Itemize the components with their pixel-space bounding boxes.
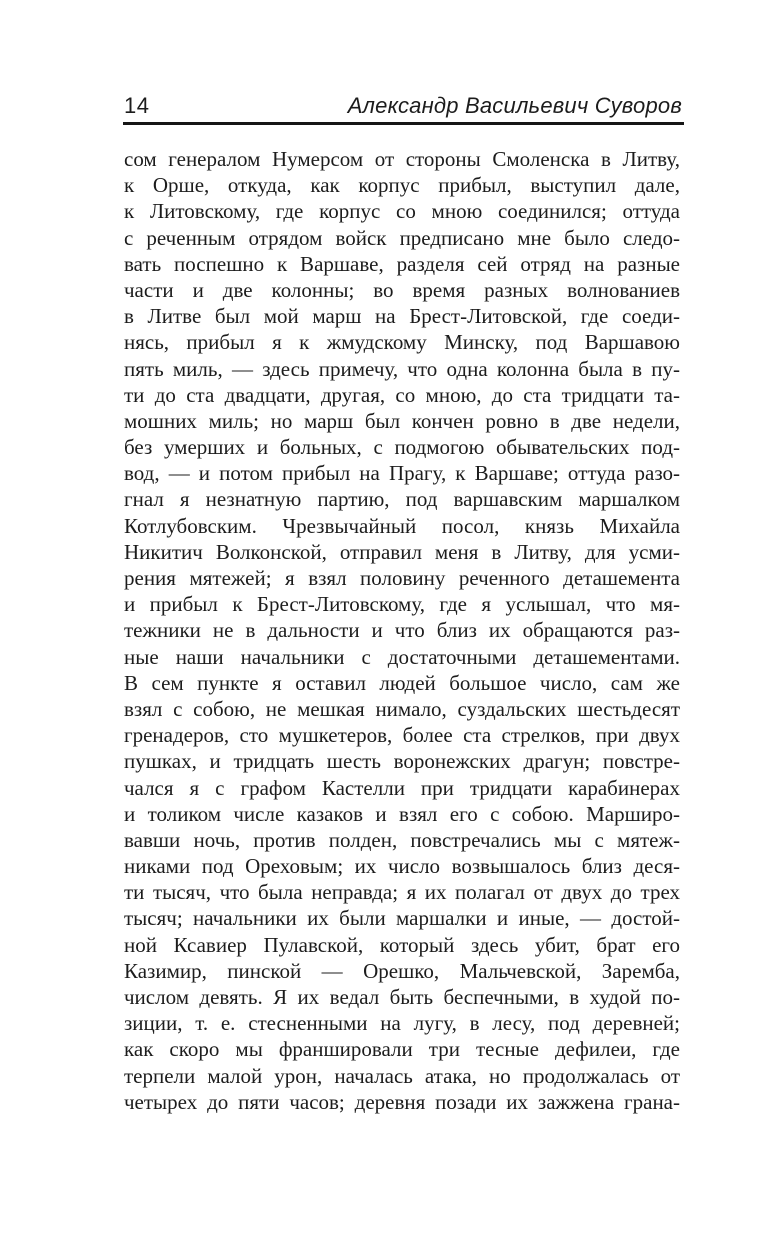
text-line: в Литве был мой марш на Брест-Литовской, где соеди-	[124, 304, 680, 329]
text-line: вод, — и потом прибыл на Прагу, к Варшаве; оттуда разо-	[124, 461, 680, 486]
text-line: терпели малой урон, началась атака, но продолжалась от	[124, 1063, 680, 1088]
text-line: вать поспешно к Варшаве, разделя сей отряд на разные	[124, 251, 680, 276]
text-line: тежники не в дальности и что близ их обращаются раз-	[124, 618, 680, 643]
text-line: гренадеров, сто мушкетеров, более ста стрелков, при двух	[124, 723, 680, 748]
text-line: ти тысяч, что была неправда; я их полагал от двух до трех	[124, 880, 680, 905]
text-line: сом генералом Нумерсом от стороны Смоленска в Литву,	[124, 147, 680, 171]
text-line: ной Ксавиер Пулавской, который здесь убит, брат его	[124, 932, 680, 957]
text-line: гнал я незнатную партию, под варшавским маршалком	[124, 487, 680, 512]
text-line: Котлубовским. Чрезвычайный посол, князь Михайла	[124, 513, 680, 538]
text-line: Никитич Волконской, отправил меня в Литву, для усми-	[124, 539, 680, 564]
page-number: 14	[124, 93, 150, 118]
text-line: четырех до пяти часов; деревня позади их зажжена грана-	[124, 1089, 680, 1114]
text-line: к Орше, откуда, как корпус прибыл, выступил дале,	[124, 173, 680, 198]
text-line: зиции, т. е. стесненными на лугу, в лесу, под деревней;	[124, 1011, 680, 1036]
text-line: мошних миль; но марш был кончен ровно в две недели,	[124, 408, 680, 433]
text-line: и прибыл к Брест-Литовскому, где я услышал, что мя-	[124, 592, 680, 617]
text-line: к Литовскому, где корпус со мною соединился; оттуда	[124, 199, 680, 224]
page-text	[124, 146, 680, 1115]
text-line: вавши ночь, против полден, повстречались мы с мятеж-	[124, 827, 680, 852]
text-line: части и две колонны; во время разных волнованиев	[124, 277, 680, 302]
text-line: с реченным отрядом войск предписано мне было следо-	[124, 225, 680, 250]
text-line: чался я с графом Кастелли при тридцати карабинерах	[124, 775, 680, 800]
text-line: рения мятежей; я взял половину реченного деташемента	[124, 566, 680, 590]
header-rule	[123, 122, 684, 125]
text-line: пять миль, — здесь примечу, что одна колонна была в пу-	[124, 356, 680, 381]
text-line: никами под Ореховым; их число возвышалось близ деся-	[124, 854, 680, 879]
text-line: пушках, и тридцать шесть воронежских драгун; повстре-	[124, 749, 680, 774]
text-line: ти до ста двадцати, другая, со мною, до ста тридцати та-	[124, 382, 680, 407]
text-line: Казимир, пинской — Орешко, Мальчевской, Заремба,	[124, 958, 680, 983]
text-line: нясь, прибыл я к жмудскому Минску, под Варшавою	[124, 330, 680, 355]
text-line: тысяч; начальники их были маршалки и иные, — достой-	[124, 906, 680, 931]
text-line: без умерших и больных, с подмогою обывательских под-	[124, 435, 680, 460]
text-line: и толиком числе казаков и взял его с собою. Марширо-	[124, 801, 680, 826]
text-line: взял с собою, не мешкая нимало, суздальских шестьдесят	[124, 696, 680, 721]
header-title: Александр Васильевич Суворов	[347, 93, 682, 118]
running-header	[124, 93, 682, 119]
text-line: ные наши начальники с достаточными деташементами.	[124, 644, 680, 669]
text-line: В сем пункте я оставил людей большое число, сам же	[124, 670, 680, 695]
text-line: числом девять. Я их ведал быть беспечными, в худой по-	[124, 985, 680, 1009]
text-line: как скоро мы франшировали три тесные дефилеи, где	[124, 1037, 680, 1062]
